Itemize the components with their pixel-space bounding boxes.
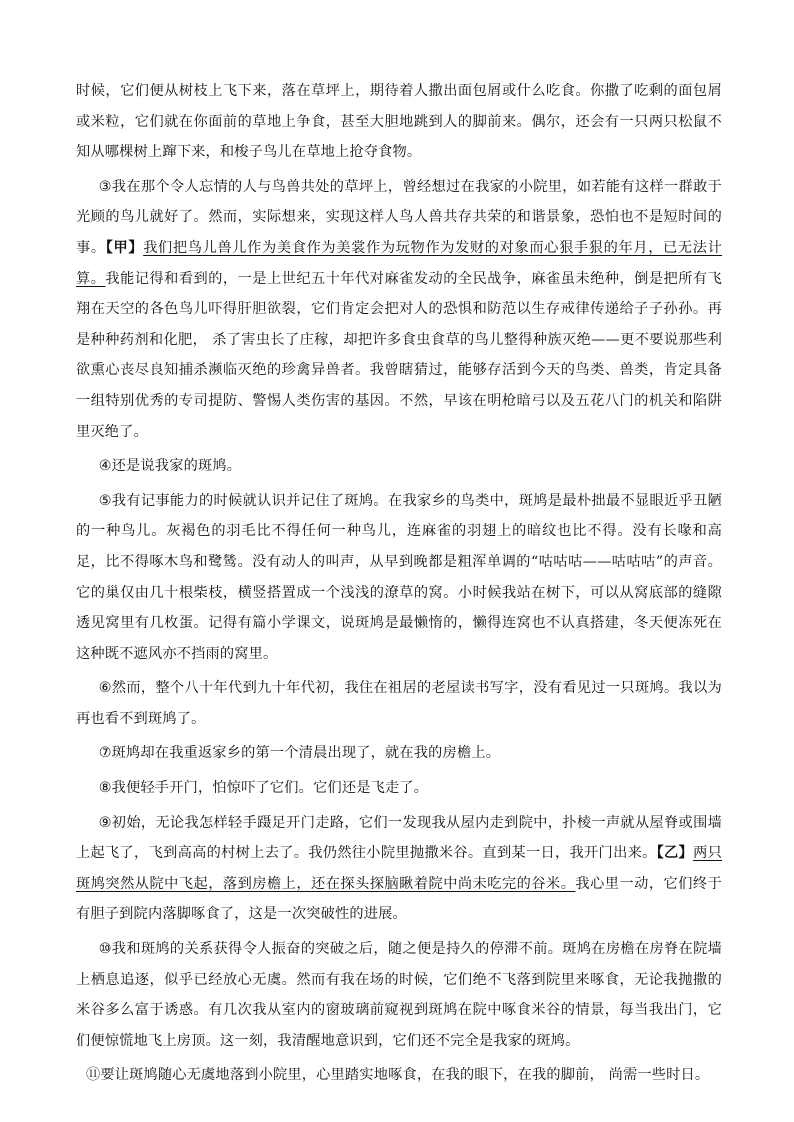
paragraph-text: 我便轻手开门，怕惊吓了它们。它们还是飞走了。 (111, 780, 429, 797)
paragraph-3 (76, 172, 722, 447)
paragraph-7 (76, 738, 722, 769)
paragraph-8 (76, 773, 722, 804)
paragraph-9 (76, 808, 722, 930)
paragraph-number: ⑤ (98, 492, 112, 509)
paragraph-number: ⑨ (98, 814, 112, 831)
paragraph-text: 我能记得和看到的，一是上世纪五十年代对麻雀发动的全民战争，麻雀虽未绝种，倒是把所有飞翔在天空的各色鸟儿吓得肝胆欲裂，它们肯定会把对人的恐惧和防范以生存戒律传递给子子孙孙。再是种种药剂和化肥， 杀了害虫长了庄稼，却把许多食虫食草的鸟儿整得种族灭绝——更不要说那些利欲熏心丧尽良知捕杀濒临灭绝的珍禽异兽者。我曾瞎猜过，能够存活到今天的鸟类、兽类，肯定具备一组特别优秀的专司提防、警惕人类伤害的基因。不然，早该在明枪暗弓以及五花八门的机关和陷阱里灭绝了。 (76, 270, 723, 440)
underlined-sentence: 两只斑鸠突然从院中飞起，落到房檐上，还在探头探脑瞅着院中尚未吃完的谷米。 (76, 845, 722, 892)
paragraph-number: ⑩ (98, 941, 112, 958)
article-body (76, 76, 722, 1095)
underlined-sentence: 我们把鸟儿兽儿作为美食作为美裳作为玩物作为发财的对象而心狠手狠的年月，已无法计算。 (76, 239, 722, 287)
paragraph-text: 我在那个令人忘情的人与鸟兽共处的草坪上，曾经想过在我家的小院里，如若能有这样一群敢于光顾的鸟儿就好了。然而，实际想来，实现这样人鸟人兽共存共荣的和谐景象，恐怕也不是短时间的事。 (76, 178, 723, 256)
paragraph-10 (76, 934, 722, 1056)
annotation-marker-jia: 【甲】 (105, 239, 144, 256)
paragraph-11 (76, 1060, 722, 1091)
paragraph-4 (76, 451, 722, 482)
paragraph-number: ⑥ (98, 680, 112, 697)
annotation-marker-yi: 【乙】 (656, 845, 694, 862)
paragraph-text: 斑鸠却在我重返家乡的第一个清晨出现了，就在我的房檐上。 (111, 745, 501, 762)
paragraph-6 (76, 673, 722, 734)
paragraph-number: ⑦ (98, 745, 112, 762)
paragraph-text: 时候，它们便从树枝上飞下来，落在草坪上，期待着人撒出面包屑或什么吃食。你撒了吃剩的面包屑或米粒，它们就在你面前的草地上争食，甚至大胆地跳到人的脚前来。偶尔，还会有一只两只松鼠不知从哪棵树上蹿下来，和梭子鸟儿在草地上抢夺食物。 (76, 83, 722, 161)
paragraph-text: 我和斑鸠的关系获得令人振奋的突破之后，随之便是持久的停滞不前。斑鸠在房檐在房脊在院墙上栖息追逐，似乎已经放心无虞。然而有我在场的时候，它们绝不飞落到院里来啄食，无论我抛撒的米谷多么富于诱惑。有几次我从室内的窗玻璃前窥视到斑鸠在院中啄食米谷的情景，每当我出门，它们便惊慌地飞上房顶。这一刻，我清醒地意识到，它们还不完全是我家的斑鸠。 (76, 941, 723, 1049)
paragraph-text: 我有记事能力的时候就认识并记住了斑鸠。在我家乡的鸟类中，斑鸠是最朴拙最不显眼近乎丑陋的一种鸟儿。灰褐色的羽毛比不得任何一种鸟儿，连麻雀的羽翅上的暗纹也比不得。没有长喙和高足，比不得啄木鸟和鹭鸶。没有动人的叫声，从早到晚都是粗浑单调的“咕咕咕——咕咕咕”的声音。它的巢仅由几十根柴枝，横竖搭置成一个浅浅的潦草的窝。小时候我站在树下，可以从窝底部的缝隙透见窝里有几枚蛋。记得有篇小学课文，说斑鸠是最懒惰的，懒得连窝也不认真搭建，冬天便冻死在这种既不遮风亦不挡雨的窝里。 (76, 492, 723, 662)
paragraph-number: ⑧ (98, 780, 112, 797)
paragraph-text: 还是说我家的斑鸠。 (111, 458, 242, 475)
paragraph-continued (76, 76, 722, 168)
paragraph-text: 然而，整个八十年代到九十年代初，我住在祖居的老屋读书写字，没有看见过一只斑鸠。我以为再也看不到斑鸠了。 (76, 680, 723, 727)
paragraph-text: 我心里一动，它们终于有胆子到院内落脚啄食了，这是一次突破性的进展。 (76, 875, 722, 923)
paragraph-text: 初始，无论我怎样轻手蹑足开门走路，它们一发现我从屋内走到院中，扑棱一声就从屋脊或围墙上起飞了，飞到高高的村树上去了。我仍然往小院里抛撒米谷。直到某一日，我开门出来。 (76, 814, 723, 862)
paragraph-text: 要让斑鸠随心无虞地落到小院里，心里踏实地啄食，在我的眼下，在我的脚前， 尚需一些时日。 (100, 1067, 710, 1084)
paragraph-5 (76, 486, 722, 670)
paragraph-number: ③ (98, 178, 112, 195)
paragraph-number: ⑪ (85, 1067, 101, 1084)
paragraph-number: ④ (98, 458, 112, 475)
